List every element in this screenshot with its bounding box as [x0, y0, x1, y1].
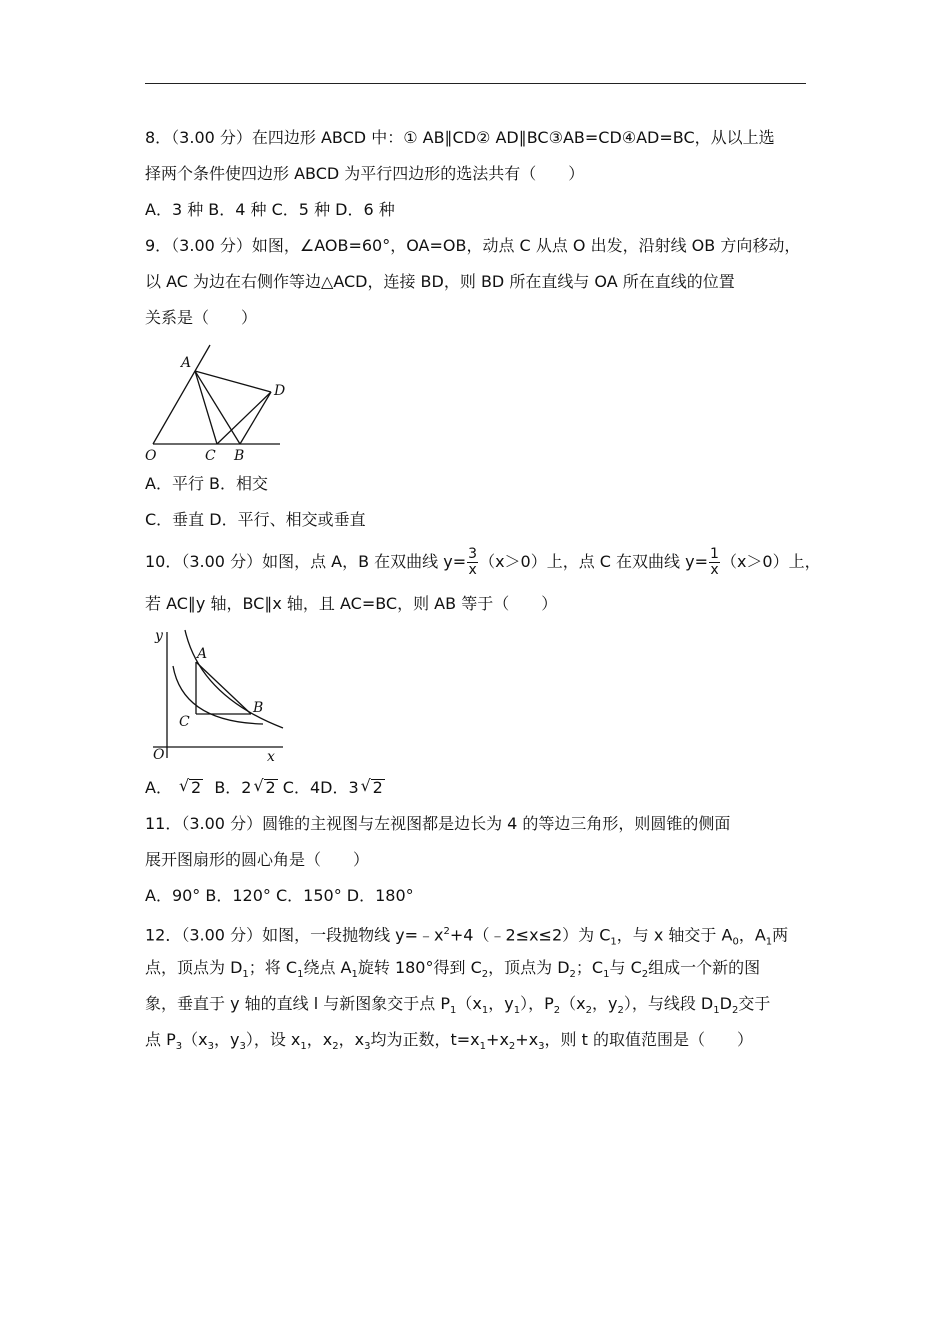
q10-curve-3-over-x: [185, 630, 283, 728]
q8-stem-line-1: 8．（3.00 分）在四边形 ABCD 中：① AB∥CD② AD∥BC③AB=CD④AD=BC，从以上选: [145, 128, 775, 147]
question-11: [145, 806, 806, 914]
q12-stem-line-3: 象，垂直于 y 轴的直线 l 与新图象交于点 $P_1(x_1$，$y_1$），$P_2(x_2$，$y_2$），与线段 $D_1D_2$交于: [145, 994, 771, 1017]
q10-label-c: C: [179, 714, 190, 730]
question-10: [145, 538, 821, 806]
q10-sqrt-b: √ 2: [264, 779, 278, 796]
q10-segment-ab: [196, 662, 251, 714]
q10-label-x: x: [267, 749, 275, 765]
q9-stem-line-1: 9．（3.00 分）如图，∠AOB=60°，OA=OB，动点 C 从点 O 出发，沿射线 OB 方向移动，: [145, 236, 801, 255]
q10-suffix: （x＞0）上，: [720, 552, 821, 571]
q12-stem-line-2: 点，顶点为 $D_1$；将 $C_1$绕点 $A_1$旋转 180°得到 $C_2$，顶点为 $D_2$；$C_1$与 $C_2$组成一个新的图: [145, 958, 761, 981]
q10-label-y: y: [155, 628, 163, 644]
q9-label-c: C: [205, 448, 216, 464]
q9-label-d: D: [274, 383, 286, 399]
q9-segment-ac: [195, 371, 217, 444]
q9-stem-line-3: 关系是（ ）: [145, 308, 258, 327]
question-9: [145, 228, 806, 538]
q9-stem-line-2: 以 AC 为边在右侧作等边△ACD，连接 BD，则 BD 所在直线与 OA 所在直线的位置: [145, 272, 735, 291]
q11-stem-line-2: 展开图扇形的圆心角是（ ）: [145, 850, 370, 869]
q10-label-a: A: [197, 646, 208, 662]
q10-stem-line-1: [145, 538, 821, 586]
q10-label-b: B: [253, 700, 264, 716]
q9-options-1: A．平行 B．相交: [145, 474, 269, 493]
q10-fraction-1-over-x: $\frac{1}{x}$: [710, 546, 719, 578]
q11-options: A．90° B．120° C．150° D．180°: [145, 886, 414, 905]
q9-label-o: O: [145, 448, 157, 464]
q9-label-b: B: [234, 448, 245, 464]
q10-stem-line-2: 若 AC∥y 轴，BC∥x 轴，且 AC=BC，则 AB 等于（ ）: [145, 594, 558, 613]
q10-sqrt-a: √ 2: [189, 779, 203, 796]
q10-fraction-3-over-x: $\frac{3}{x}$: [468, 546, 478, 578]
q10-label-o: O: [153, 747, 165, 763]
q12-stem-line-4: 点 $P_3(x_3$，$y_3$），设 $x_1$，$x_2$，$x_3$均为正数，$t=x_1+x_2+x_3$，则 t 的取值范围是（ ）: [145, 1030, 753, 1053]
q10-options: A． √ 2 B．2√ 2 C．4D．3√ 2: [145, 770, 806, 806]
q9-geometry-figure: [145, 340, 295, 462]
q9-options-2: C．垂直 D．平行、相交或垂直: [145, 510, 366, 529]
q9-label-a: A: [181, 355, 192, 371]
q8-options: A．3 种 B．4 种 C．5 种 D．6 种: [145, 200, 395, 219]
question-12: [145, 914, 806, 1058]
exam-page: [145, 120, 821, 1058]
q10-hyperbola-figure: [145, 626, 295, 766]
q11-stem-line-1: 11．（3.00 分）圆锥的主视图与左视图都是边长为 4 的等边三角形，则圆锥的侧面: [145, 814, 731, 833]
q8-stem-line-2: 择两个条件使四边形 ABCD 为平行四边形的选法共有（ ）: [145, 164, 585, 183]
q10-middle: （x＞0）上，点 C 在双曲线 y=: [479, 552, 709, 571]
q10-prefix: 10．（3.00 分）如图，点 A，B 在双曲线 y=: [145, 552, 467, 571]
question-8: [145, 120, 806, 228]
q12-stem-line-1: 12．（3.00 分）如图，一段抛物线 $y=﹣x^2+4(﹣2\le x\le 2)$为 $C_1$，与 x 轴交于 $A_0$，$A_1$两: [145, 925, 789, 948]
header-rule: [145, 83, 806, 84]
q10-sqrt-d: √ 2: [371, 779, 385, 796]
